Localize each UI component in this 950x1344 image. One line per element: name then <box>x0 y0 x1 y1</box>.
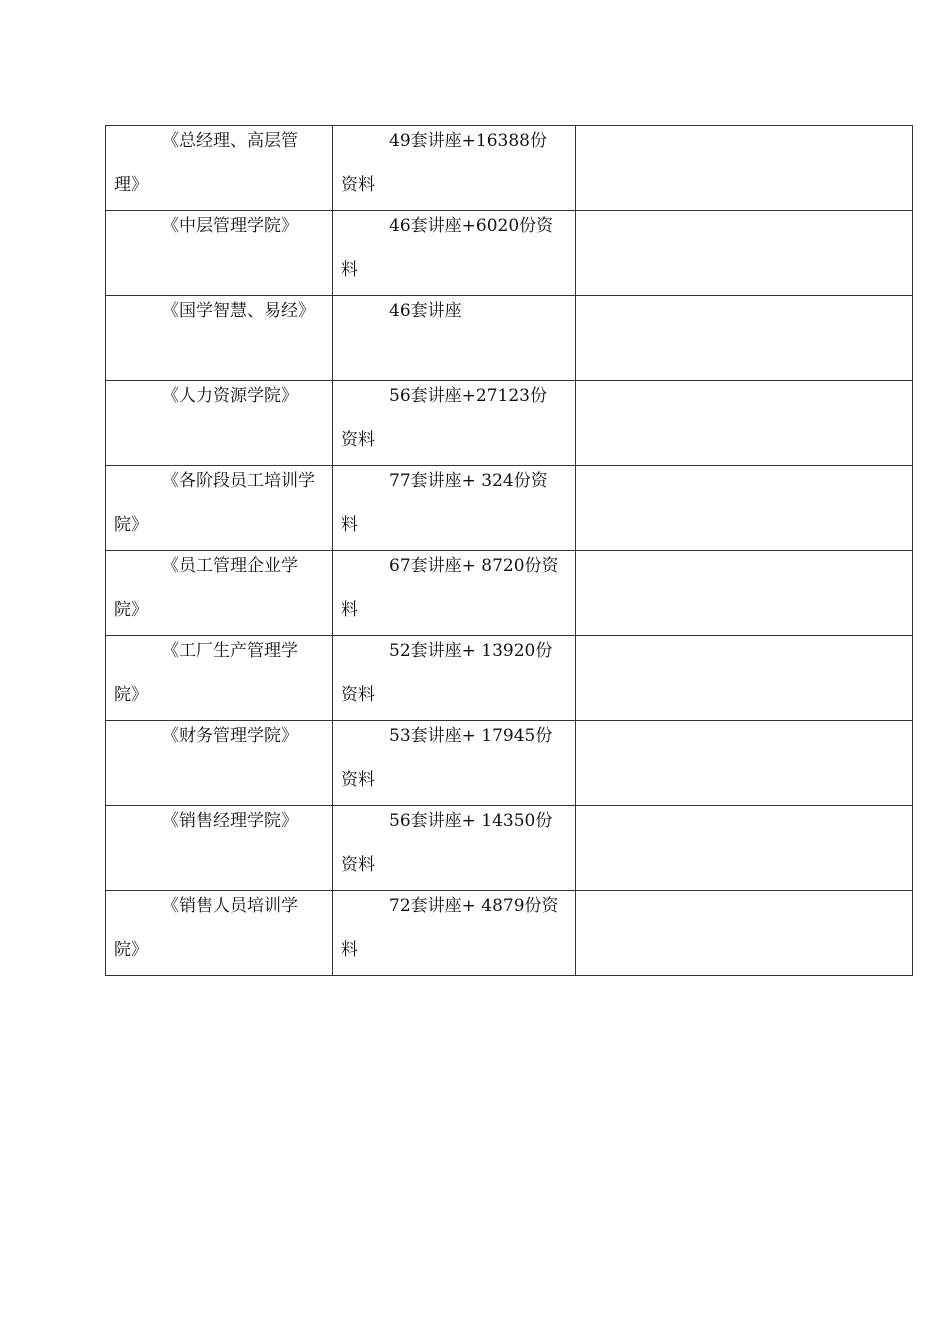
course-name: 《销售经理学院》 <box>162 811 298 831</box>
course-description: 67套讲座+ 8720份资料 <box>341 556 559 620</box>
course-name-cell <box>106 721 333 806</box>
course-name-cell <box>106 551 333 636</box>
course-description: 46套讲座 <box>389 301 462 321</box>
note-cell <box>576 211 913 296</box>
table-row <box>106 296 913 381</box>
table-row <box>106 806 913 891</box>
course-desc-cell <box>333 551 576 636</box>
course-name: 《中层管理学院》 <box>162 216 298 236</box>
course-name: 《人力资源学院》 <box>162 386 298 406</box>
course-name-cell <box>106 891 333 976</box>
course-description: 56套讲座+27123份资料 <box>341 386 547 450</box>
note-cell <box>576 806 913 891</box>
note-cell <box>576 466 913 551</box>
course-table <box>105 125 913 976</box>
course-name-cell <box>106 296 333 381</box>
table-row <box>106 466 913 551</box>
course-name: 《国学智慧、易经》 <box>162 301 315 321</box>
course-desc-cell <box>333 806 576 891</box>
course-desc-cell <box>333 381 576 466</box>
note-cell <box>576 126 913 211</box>
course-name: 《员工管理企业学院》 <box>114 556 298 620</box>
table-row <box>106 891 913 976</box>
course-description: 72套讲座+ 4879份资料 <box>341 896 559 960</box>
note-cell <box>576 381 913 466</box>
course-name-cell <box>106 211 333 296</box>
course-name: 《财务管理学院》 <box>162 726 298 746</box>
course-desc-cell <box>333 891 576 976</box>
table-row <box>106 551 913 636</box>
note-cell <box>576 721 913 806</box>
note-cell <box>576 636 913 721</box>
course-name: 《销售人员培训学院》 <box>114 896 298 960</box>
course-description: 77套讲座+ 324份资料 <box>341 471 548 535</box>
course-name: 《各阶段员工培训学院》 <box>114 471 315 535</box>
course-name: 《总经理、高层管理》 <box>114 131 298 195</box>
course-desc-cell <box>333 211 576 296</box>
table-row <box>106 211 913 296</box>
course-desc-cell <box>333 721 576 806</box>
course-description: 46套讲座+6020份资料 <box>341 216 554 280</box>
course-desc-cell <box>333 296 576 381</box>
course-desc-cell <box>333 126 576 211</box>
note-cell <box>576 551 913 636</box>
course-name-cell <box>106 806 333 891</box>
course-name-cell <box>106 466 333 551</box>
course-desc-cell <box>333 636 576 721</box>
note-cell <box>576 891 913 976</box>
course-description: 52套讲座+ 13920份资料 <box>341 641 553 705</box>
table-row <box>106 636 913 721</box>
course-name-cell <box>106 636 333 721</box>
course-description: 49套讲座+16388份资料 <box>341 131 547 195</box>
course-name-cell <box>106 126 333 211</box>
course-name: 《工厂生产管理学院》 <box>114 641 298 705</box>
table-row <box>106 126 913 211</box>
course-name-cell <box>106 381 333 466</box>
course-description: 53套讲座+ 17945份资料 <box>341 726 553 790</box>
note-cell <box>576 296 913 381</box>
table-row <box>106 381 913 466</box>
course-desc-cell <box>333 466 576 551</box>
course-description: 56套讲座+ 14350份资料 <box>341 811 553 875</box>
table-row <box>106 721 913 806</box>
